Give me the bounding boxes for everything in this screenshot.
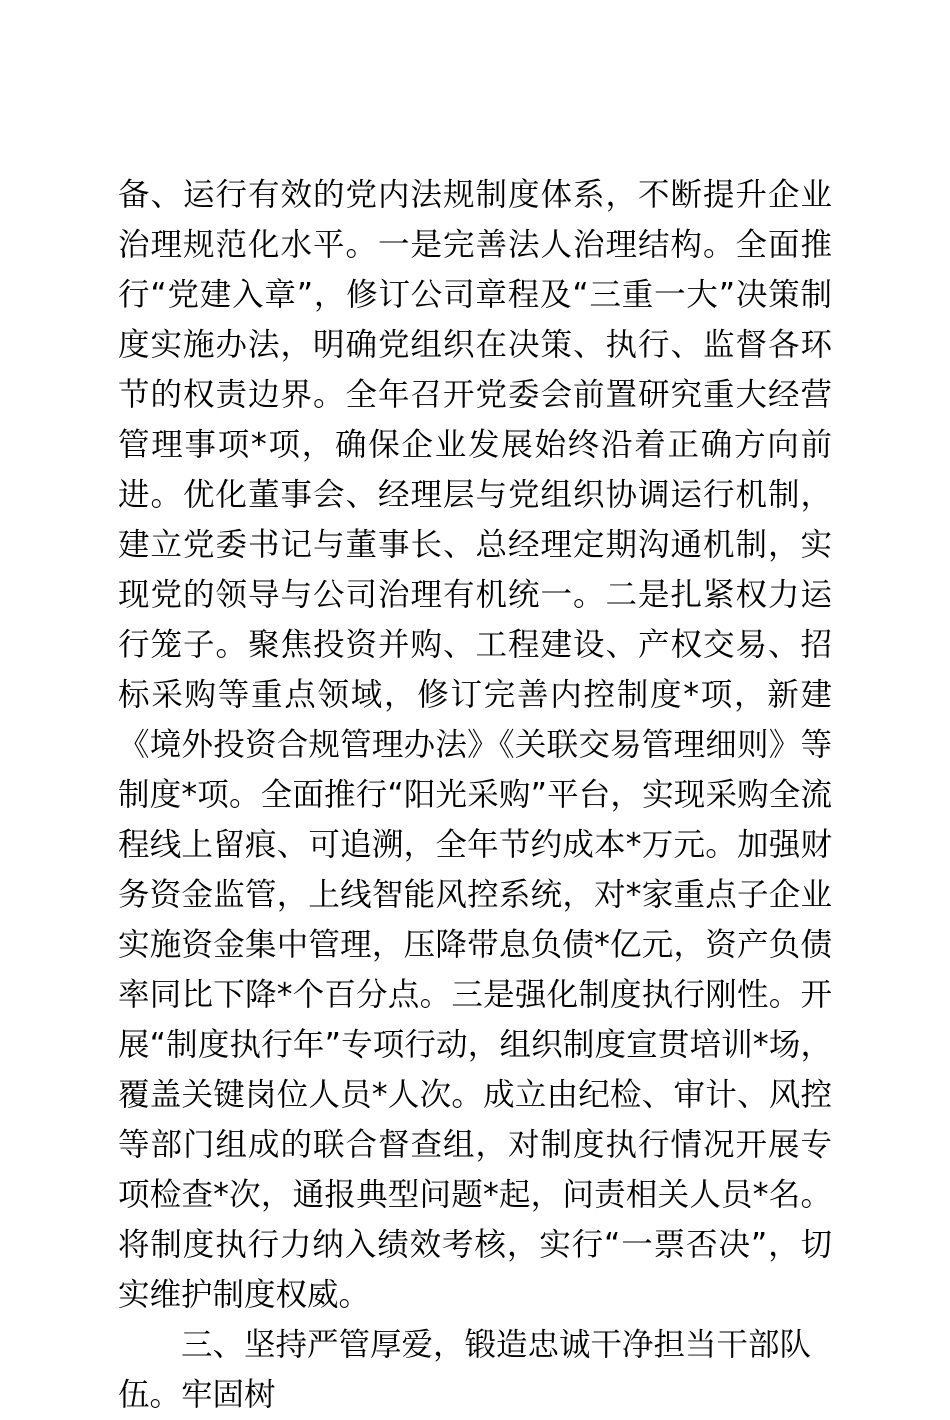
paragraph-continuation: 备、运行有效的党内法规制度体系，不断提升企业治理规范化水平。一是完善法人治理结构。全面推行“党建入章”，修订公司章程及“三重一大”决策制度实施办法，明确党组织在决策、执行、监督各环节的权责边界。全年召开党委会前置研究重大经营管理事项*项，确保企业发展始终沿着正确方向前进。优化董事会、经理层与党组织协调运行机制，建立党委书记与董事长、总经理定期沟通机制，实现党的领导与公司治理有机统一。二是扎紧权力运行笼子。聚焦投资并购、工程建设、产权交易、招标采购等重点领域，修订完善内控制度*项，新建《境外投资合规管理办法》《关联交易管理细则》等制度*项。全面推行“阳光采购”平台，实现采购全流程线上留痕、可追溯，全年节约成本*万元。加强财务资金监管，上线智能风控系统，对*家重点子企业实施资金集中管理，压降带息负债*亿元，资产负债率同比下降*个百分点。三是强化制度执行刚性。开展“制度执行年”专项行动，组织制度宣贯培训*场，覆盖关键岗位人员*人次。成立由纪检、审计、风控等部门组成的联合督查组，对制度执行情况开展专项检查*次，通报典型问题*起，问责相关人员*名。将制度执行力纳入绩效考核，实行“一票否决”，切实维护制度权威。 [118,177,832,1313]
page-text-body [118,170,832,1420]
paragraph-section-three: 三、坚持严管厚爱，锻造忠诚干净担当干部队伍。牢固树 [118,1327,812,1413]
